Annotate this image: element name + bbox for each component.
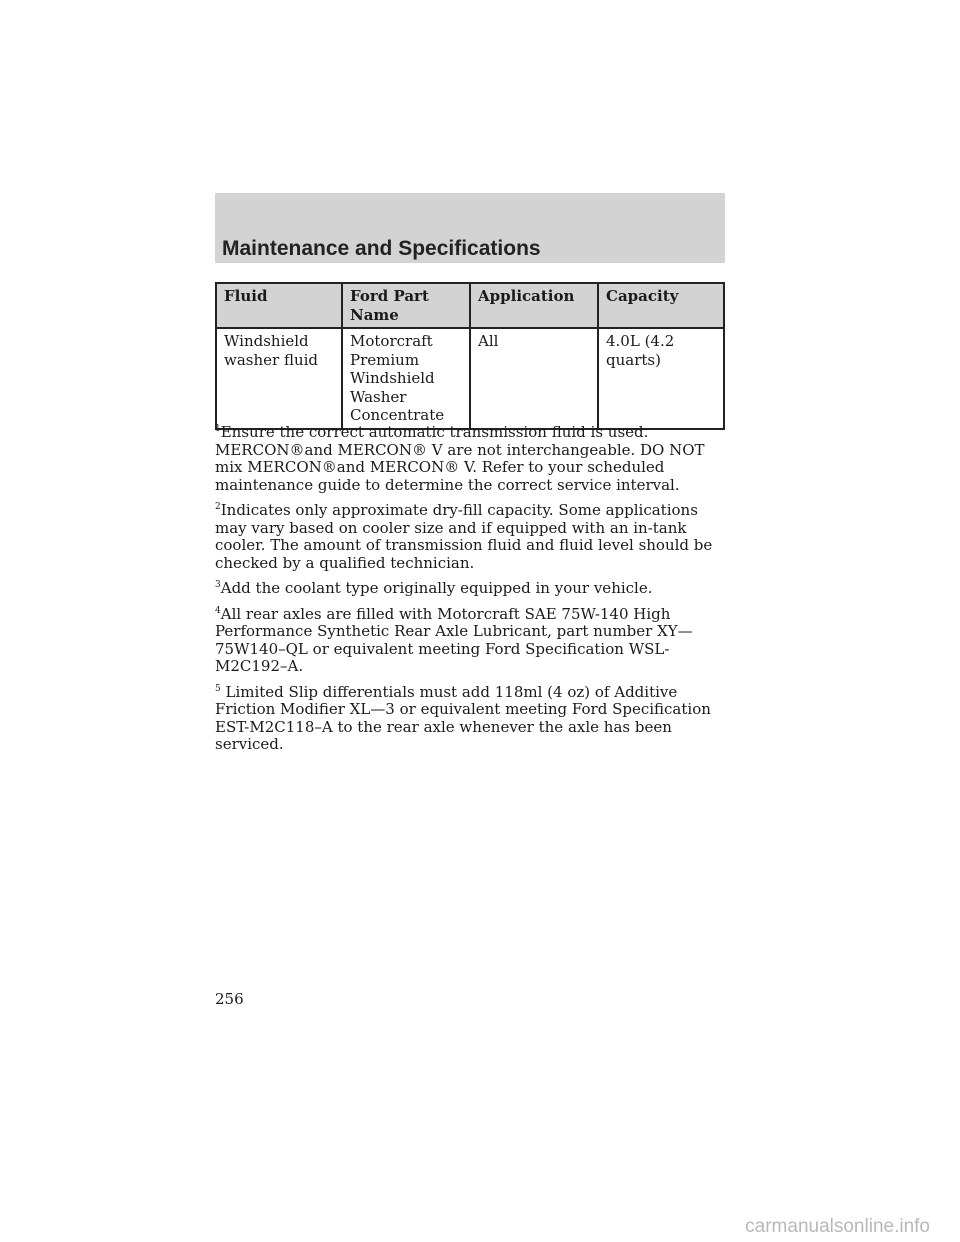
- footnote: [215, 606, 730, 676]
- column-header-fluid: Fluid: [216, 283, 342, 328]
- cell-capacity: 4.0L (4.2 quarts): [598, 328, 724, 429]
- footnote-number: 3: [215, 580, 221, 590]
- footnote: [215, 580, 730, 598]
- footnote-number: 5: [215, 683, 221, 694]
- footnote-text: Limited Slip differentials must add 118ml (4 oz) of Additive Friction Modifier XL—3 or equivalent meeting Ford Specification EST-M2C118–A to the rear axle whenever the axle has been serviced.: [215, 682, 711, 753]
- footnote-text: Indicates only approximate dry-fill capacity. Some applications may vary based on cooler size and if equipped with an in-tank cooler. The amount of transmission fluid and fluid level should be checked by a qualified technician.: [215, 501, 713, 572]
- footnote-text: All rear axles are filled with Motorcraft SAE 75W-140 High Performance Synthetic Rear Axle Lubricant, part number XY—75W140–QL or equivalent meeting Ford Specification WSL-M2C192–A.: [215, 604, 693, 675]
- column-header-capacity: Capacity: [598, 283, 724, 328]
- footnote-text: Ensure the correct automatic transmission fluid is used. MERCON®and MERCON® V are not interchangeable. DO NOT mix MERCON®and MERCON® V. Refer to your scheduled maintenance guide to determine the correct service interval.: [215, 423, 705, 494]
- footnote: [215, 502, 730, 572]
- footnote-text: Add the coolant type originally equipped in your vehicle.: [220, 579, 653, 597]
- footnote: [215, 684, 730, 754]
- footnote-number: 4: [215, 605, 221, 616]
- footnote: [215, 424, 730, 494]
- cell-fluid: Windshield washer fluid: [216, 328, 342, 429]
- section-header: [215, 193, 725, 263]
- fluid-spec-table: [215, 282, 725, 430]
- footnote-number: 2: [215, 502, 221, 512]
- footnotes: [215, 424, 730, 762]
- column-header-application: Application: [470, 283, 598, 328]
- page-number: 256: [215, 990, 244, 1008]
- column-header-part-name: Ford Part Name: [342, 283, 470, 328]
- watermark: carmanualsonline.info: [745, 1216, 930, 1237]
- table-header-row: [216, 283, 724, 328]
- section-title: Maintenance and Specifications: [222, 237, 541, 260]
- footnote-number: 1: [215, 424, 221, 434]
- cell-part-name: Motorcraft Premium Windshield Washer Concentrate: [342, 328, 470, 429]
- cell-application: All: [470, 328, 598, 429]
- table-row: [216, 328, 724, 429]
